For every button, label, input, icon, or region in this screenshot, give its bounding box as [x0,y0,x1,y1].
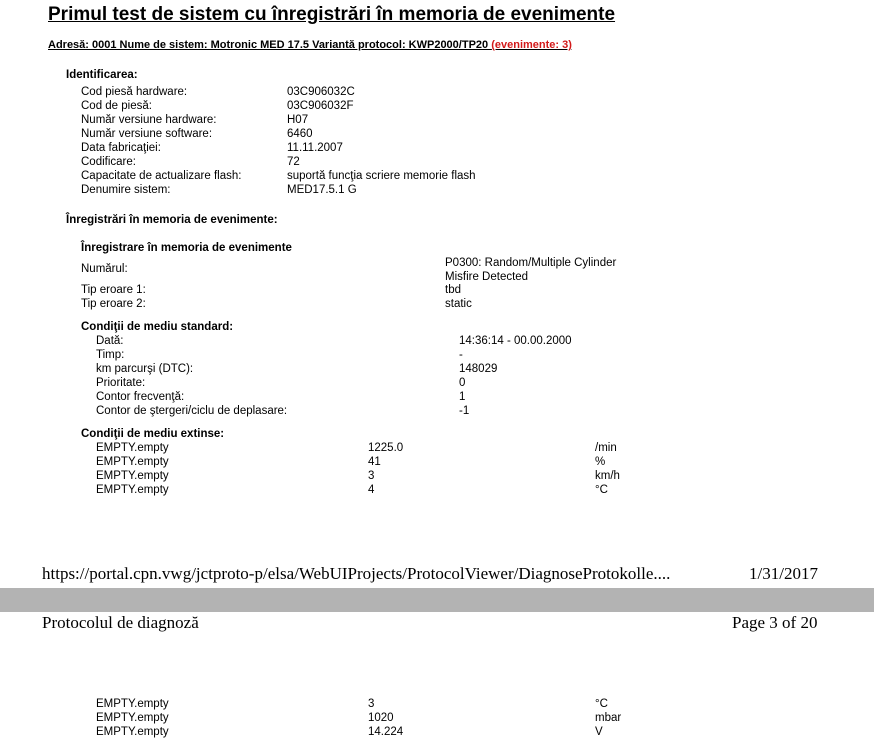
standard-condition-value: 148029 [459,363,498,375]
extended-condition-label: EMPTY.empty [96,470,169,482]
event-number-value-line2: Misfire Detected [445,271,529,283]
extended-condition-value: 1225.0 [368,442,404,454]
identification-label: Denumire sistem: [81,184,171,196]
error-type2-label: Tip eroare 2: [81,298,146,310]
identification-value: 03C906032C [287,86,355,98]
identification-heading: Identificarea: [66,69,138,81]
extended-condition-unit: V [595,726,603,738]
identification-label: Număr versiune software: [81,128,213,140]
extended-condition-unit: % [595,456,606,468]
footer-url: https://portal.cpn.vwg/jctproto-p/elsa/WebUIProjects/ProtocolViewer/DiagnoseProtokolle.... [42,564,671,583]
extended-condition-unit: °C [595,698,608,710]
extended-condition-label: EMPTY.empty [96,712,169,724]
extended-condition-unit: mbar [595,712,622,724]
extended-condition-value: 14.224 [368,726,404,738]
standard-condition-label: Prioritate: [96,377,146,389]
standard-condition-label: Dată: [96,335,124,347]
extended-condition-label: EMPTY.empty [96,726,169,738]
standard-condition-value: -1 [459,405,470,417]
extended-condition-unit: /min [595,442,617,454]
extended-condition-label: EMPTY.empty [96,442,169,454]
extended-condition-value: 1020 [368,712,394,724]
events-heading: Înregistrări în memoria de evenimente: [66,214,278,226]
standard-condition-label: Contor frecvenţă: [96,391,185,403]
standard-condition-value: 0 [459,377,466,389]
extended-condition-label: EMPTY.empty [96,484,169,496]
address-line [48,38,572,52]
identification-value: 11.11.2007 [287,142,343,154]
standard-condition-label: km parcurşi (DTC): [96,363,194,375]
page-header-title: Protocolul de diagnoză [42,613,199,632]
identification-label: Număr versiune hardware: [81,114,217,126]
identification-label: Cod de piesă: [81,100,152,112]
page-title: Primul test de sistem cu înregistrări în memoria de evenimente [48,4,616,25]
standard-condition-label: Timp: [96,349,125,361]
extended-condition-value: 3 [368,470,375,482]
extended-conditions-heading: Condiţii de mediu extinse: [81,428,225,440]
identification-value: 6460 [287,128,313,140]
extended-condition-value: 3 [368,698,375,710]
events-count: (evenimente: 3) [491,39,572,51]
identification-label: Cod piesă hardware: [81,86,188,98]
event-number-value-line1: P0300: Random/Multiple Cylinder [445,257,617,269]
error-type2-value: static [445,298,472,310]
error-type1-value: tbd [445,284,461,296]
identification-label: Data fabricaţiei: [81,142,161,154]
identification-label: Codificare: [81,156,136,168]
identification-value: 72 [287,156,300,168]
identification-value: MED17.5.1 G [287,184,357,196]
standard-conditions-heading: Condiţii de mediu standard: [81,321,234,333]
extended-condition-value: 41 [368,456,381,468]
extended-condition-unit: °C [595,484,608,496]
page-break [0,588,874,612]
identification-label: Capacitate de actualizare flash: [81,170,242,182]
extended-condition-label: EMPTY.empty [96,698,169,710]
error-type1-label: Tip eroare 1: [81,284,146,296]
extended-condition-unit: km/h [595,470,620,482]
standard-condition-value: - [459,349,463,361]
identification-value: suportă funcţia scriere memorie flash [287,170,476,182]
standard-condition-label: Contor de ştergeri/ciclu de deplasare: [96,405,288,417]
extended-condition-value: 4 [368,484,375,496]
standard-condition-value: 1 [459,391,466,403]
address-text: Adresă: 0001 Nume de sistem: Motronic MED 17.5 Variantă protocol: KWP2000/TP20 [48,39,492,51]
footer-date: 1/31/2017 [749,564,818,583]
identification-value: H07 [287,114,309,126]
identification-value: 03C906032F [287,100,354,112]
event-heading: Înregistrare în memoria de evenimente [81,242,292,254]
page-number: Page 3 of 20 [732,613,818,632]
extended-condition-label: EMPTY.empty [96,456,169,468]
standard-condition-value: 14:36:14 - 00.00.2000 [459,335,572,347]
event-number-label: Numărul: [81,263,128,275]
